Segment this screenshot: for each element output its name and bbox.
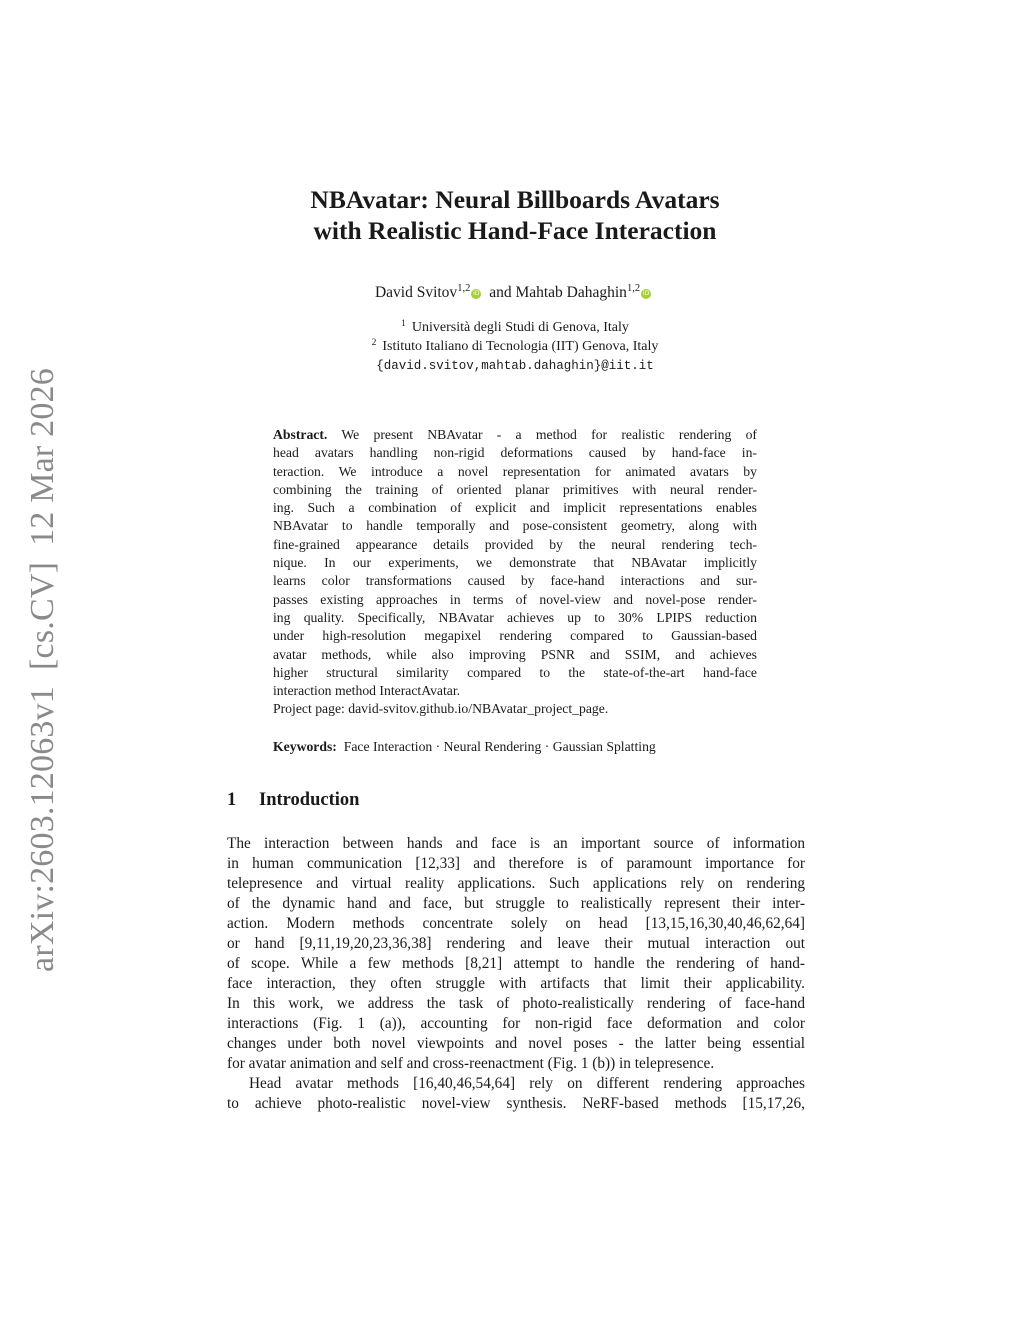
abstract-line: ing quality. Specifically, NBAvatar achieves up to 30% LPIPS reduction [273, 609, 757, 625]
abstract-line: fine-grained appearance details provided by the neural rendering tech- [273, 536, 757, 552]
body-line: face interaction, they often struggle with artifacts that limit their applicability. [227, 975, 805, 992]
abstract-line: combining the training of oriented planar primitives with neural render- [273, 481, 757, 497]
abstract-line: avatar methods, while also improving PSNR and SSIM, and achieves [273, 646, 757, 662]
section-number: 1 [227, 790, 237, 810]
abstract-line: interaction method InteractAvatar. [273, 683, 461, 699]
body-line: telepresence and virtual reality applications. Such applications rely on rendering [227, 875, 805, 892]
email-text: {david.svitov,mahtab.dahaghin}@iit.it [376, 359, 654, 373]
section-heading [227, 790, 359, 811]
keywords [273, 738, 757, 756]
body-line: for avatar animation and self and cross-reenactment (Fig. 1 (b)) in telepresence. [227, 1055, 715, 1072]
arxiv-date: 12 Mar 2026 [24, 368, 61, 546]
abstract-line: nique. In our experiments, we demonstrate that NBAvatar implicitly [273, 555, 757, 571]
introduction-body [227, 834, 805, 1114]
author-conjunction: and [489, 284, 512, 301]
affiliations [0, 318, 1024, 376]
body-line: action. Modern methods concentrate solely on head [13,15,16,30,40,46,62,64] [227, 915, 805, 932]
body-line: interactions (Fig. 1 (a)), accounting for non-rigid face deformation and color [227, 1015, 805, 1032]
keywords-label: Keywords: [273, 739, 337, 754]
arxiv-category: [cs.CV] [24, 561, 61, 670]
body-line: of the dynamic hand and face, but struggle to realistically represent their inter- [227, 895, 805, 912]
affiliation-index: 2 [371, 338, 377, 348]
abstract-line: under high-resolution megapixel rendering compared to Gaussian-based [273, 628, 757, 644]
paper-title-line: with Realistic Hand-Face Interaction [313, 216, 717, 245]
section-title-text: Introduction [259, 790, 360, 810]
abstract-line [273, 426, 757, 444]
body-line: The interaction between hands and face is an important source of information [227, 835, 805, 852]
abstract-line: passes existing approaches in terms of novel-view and novel-pose render- [273, 591, 757, 607]
body-line: changes under both novel viewpoints and novel poses - the latter being essential [227, 1035, 805, 1052]
project-page-link[interactable]: Project page: david-svitov.github.io/NBAvatar_project_page. [273, 701, 609, 717]
affiliation-text: Istituto Italiano di Tecnologia (IIT) Genova, Italy [382, 339, 659, 354]
contact-email[interactable] [0, 356, 1024, 376]
author-name: Mahtab Dahaghin [515, 284, 627, 301]
abstract-line: head avatars handling non-rigid deformations caused by hand-face in- [273, 445, 757, 461]
abstract-line-text: We present NBAvatar - a method for realistic rendering of [341, 427, 757, 442]
affiliation-line [0, 337, 1024, 356]
abstract [273, 426, 757, 719]
abstract-line: higher structural similarity compared to the state-of-the-art hand-face [273, 664, 757, 680]
affiliation-index: 1 [401, 319, 406, 329]
affiliation-text: Università degli Studi di Genova, Italy [411, 320, 629, 335]
author-affiliation-marks: 1,2 [626, 283, 641, 294]
keywords-text: Face Interaction · Neural Rendering · Gaussian Splatting [343, 739, 656, 754]
body-line: of scope. While a few methods [8,21] attempt to handle the rendering of hand- [227, 955, 805, 972]
abstract-label: Abstract. [273, 427, 328, 442]
abstract-line: learns color transformations caused by face-hand interactions and sur- [273, 573, 757, 589]
paper-title [0, 184, 1024, 246]
body-line: or hand [9,11,19,20,23,36,38] rendering and leave their mutual interaction out [227, 935, 805, 952]
author-list [0, 282, 1024, 304]
author-affiliation-marks: 1,2 [457, 283, 471, 294]
orcid-icon[interactable]: iD [473, 290, 480, 297]
body-line: to achieve photo-realistic novel-view synthesis. NeRF-based methods [15,17,26, [227, 1095, 805, 1112]
arxiv-identifier-stamp [24, 352, 62, 972]
arxiv-id: arXiv:2603.12063v1 [24, 686, 61, 972]
affiliation-line [0, 318, 1024, 337]
author-name: David Svitov [374, 284, 458, 301]
abstract-line: ing. Such a combination of explicit and implicit representations enables [273, 500, 757, 516]
body-line: Head avatar methods [16,40,46,54,64] rely on different rendering approaches [249, 1075, 805, 1092]
body-line: In this work, we address the task of photo-realistically rendering of face-hand [227, 995, 805, 1012]
orcid-icon[interactable]: iD [642, 290, 650, 297]
paper-title-line: NBAvatar: Neural Billboards Avatars [310, 185, 720, 214]
body-line: in human communication [12,33] and therefore is of paramount importance for [227, 855, 805, 872]
abstract-line: teraction. We introduce a novel representation for animated avatars by [273, 463, 757, 479]
abstract-line: NBAvatar to handle temporally and pose-consistent geometry, along with [273, 518, 757, 534]
